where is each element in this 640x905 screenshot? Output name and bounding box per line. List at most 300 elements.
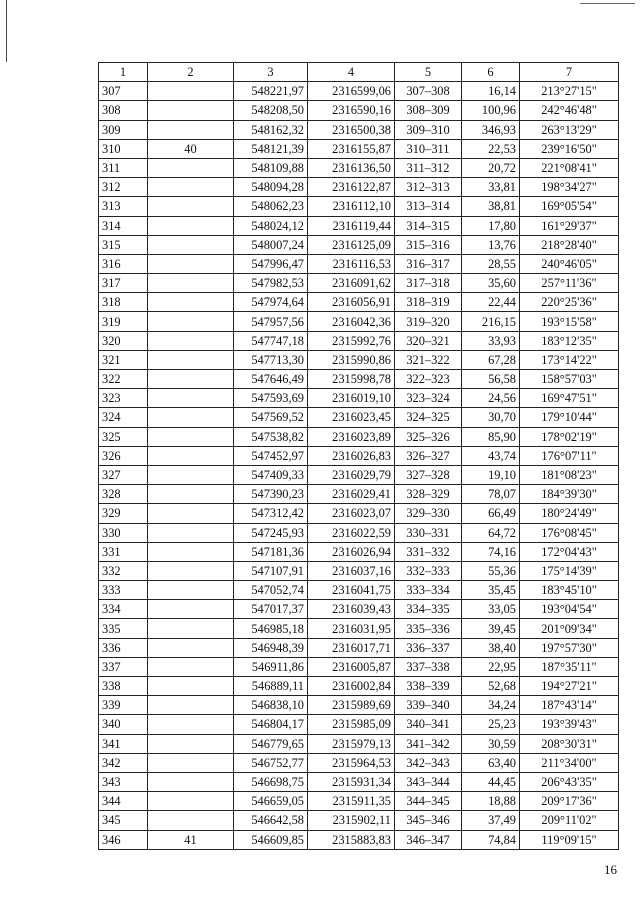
point-label-cell <box>148 619 234 638</box>
point-label-cell <box>148 638 234 657</box>
table-row <box>99 312 619 331</box>
x-coordinate-cell: 546609,85 <box>234 830 308 849</box>
y-coordinate-cell: 2315883,83 <box>308 830 395 849</box>
segment-cell: 307–308 <box>395 82 462 101</box>
y-coordinate-cell: 2316041,75 <box>308 581 395 600</box>
length-cell: 74,16 <box>462 542 520 561</box>
point-label-cell <box>148 312 234 331</box>
point-number-cell: 328 <box>99 485 148 504</box>
y-coordinate-cell: 2316005,87 <box>308 657 395 676</box>
point-label-cell <box>148 389 234 408</box>
point-number-cell: 334 <box>99 600 148 619</box>
column-header: 3 <box>234 63 308 82</box>
point-label-cell <box>148 772 234 791</box>
table-row <box>99 446 619 465</box>
segment-cell: 311–312 <box>395 158 462 177</box>
bearing-cell: 193°15'58" <box>520 312 619 331</box>
length-cell: 66,49 <box>462 504 520 523</box>
y-coordinate-cell: 2316112,10 <box>308 197 395 216</box>
point-number-cell: 310 <box>99 139 148 158</box>
table-row <box>99 715 619 734</box>
table-row <box>99 542 619 561</box>
y-coordinate-cell: 2315931,34 <box>308 772 395 791</box>
table-row <box>99 638 619 657</box>
table-row <box>99 465 619 484</box>
bearing-cell: 201°09'34" <box>520 619 619 638</box>
scan-edge-line <box>580 3 635 4</box>
bearing-cell: 242°46'48" <box>520 101 619 120</box>
y-coordinate-cell: 2316023,89 <box>308 427 395 446</box>
length-cell: 22,53 <box>462 139 520 158</box>
bearing-cell: 158°57'03" <box>520 370 619 389</box>
bearing-cell: 239°16'50" <box>520 139 619 158</box>
segment-cell: 310–311 <box>395 139 462 158</box>
bearing-cell: 257°11'36" <box>520 274 619 293</box>
point-label-cell <box>148 235 234 254</box>
segment-cell: 325–326 <box>395 427 462 446</box>
table-row <box>99 830 619 849</box>
y-coordinate-cell: 2316091,62 <box>308 274 395 293</box>
column-header: 7 <box>520 63 619 82</box>
table-header-row <box>99 63 619 82</box>
segment-cell: 316–317 <box>395 254 462 273</box>
point-number-cell: 311 <box>99 158 148 177</box>
x-coordinate-cell: 547017,37 <box>234 600 308 619</box>
table-row <box>99 101 619 120</box>
x-coordinate-cell: 546985,18 <box>234 619 308 638</box>
point-number-cell: 313 <box>99 197 148 216</box>
y-coordinate-cell: 2316590,16 <box>308 101 395 120</box>
point-label-cell <box>148 178 234 197</box>
x-coordinate-cell: 546911,86 <box>234 657 308 676</box>
point-number-cell: 331 <box>99 542 148 561</box>
table-row <box>99 293 619 312</box>
point-number-cell: 327 <box>99 465 148 484</box>
length-cell: 38,81 <box>462 197 520 216</box>
length-cell: 346,93 <box>462 120 520 139</box>
length-cell: 52,68 <box>462 677 520 696</box>
y-coordinate-cell: 2315990,86 <box>308 350 395 369</box>
bearing-cell: 184°39'30" <box>520 485 619 504</box>
table-row <box>99 772 619 791</box>
point-label-cell <box>148 158 234 177</box>
table-row <box>99 657 619 676</box>
segment-cell: 321–322 <box>395 350 462 369</box>
point-label-cell: 40 <box>148 139 234 158</box>
length-cell: 55,36 <box>462 561 520 580</box>
segment-cell: 330–331 <box>395 523 462 542</box>
segment-cell: 320–321 <box>395 331 462 350</box>
length-cell: 33,81 <box>462 178 520 197</box>
coordinates-table <box>98 62 619 850</box>
table-row <box>99 331 619 350</box>
x-coordinate-cell: 547312,42 <box>234 504 308 523</box>
segment-cell: 342–343 <box>395 753 462 772</box>
point-label-cell <box>148 350 234 369</box>
x-coordinate-cell: 548109,88 <box>234 158 308 177</box>
column-header: 5 <box>395 63 462 82</box>
x-coordinate-cell: 546779,65 <box>234 734 308 753</box>
bearing-cell: 213°27'15" <box>520 82 619 101</box>
x-coordinate-cell: 547646,49 <box>234 370 308 389</box>
point-number-cell: 316 <box>99 254 148 273</box>
table-row <box>99 485 619 504</box>
point-number-cell: 318 <box>99 293 148 312</box>
table-row <box>99 811 619 830</box>
table-row <box>99 427 619 446</box>
point-number-cell: 333 <box>99 581 148 600</box>
length-cell: 17,80 <box>462 216 520 235</box>
y-coordinate-cell: 2316029,41 <box>308 485 395 504</box>
point-number-cell: 317 <box>99 274 148 293</box>
length-cell: 78,07 <box>462 485 520 504</box>
length-cell: 35,45 <box>462 581 520 600</box>
x-coordinate-cell: 548062,23 <box>234 197 308 216</box>
y-coordinate-cell: 2316136,50 <box>308 158 395 177</box>
point-number-cell: 341 <box>99 734 148 753</box>
point-number-cell: 308 <box>99 101 148 120</box>
length-cell: 216,15 <box>462 312 520 331</box>
point-label-cell <box>148 561 234 580</box>
segment-cell: 308–309 <box>395 101 462 120</box>
segment-cell: 329–330 <box>395 504 462 523</box>
point-label-cell <box>148 465 234 484</box>
point-label-cell <box>148 216 234 235</box>
point-label-cell <box>148 734 234 753</box>
point-label-cell <box>148 120 234 139</box>
length-cell: 44,45 <box>462 772 520 791</box>
x-coordinate-cell: 548024,12 <box>234 216 308 235</box>
segment-cell: 317–318 <box>395 274 462 293</box>
length-cell: 34,24 <box>462 696 520 715</box>
segment-cell: 344–345 <box>395 792 462 811</box>
table-row <box>99 235 619 254</box>
table-row <box>99 350 619 369</box>
x-coordinate-cell: 548208,50 <box>234 101 308 120</box>
bearing-cell: 169°47'51" <box>520 389 619 408</box>
point-number-cell: 343 <box>99 772 148 791</box>
x-coordinate-cell: 547052,74 <box>234 581 308 600</box>
point-label-cell <box>148 600 234 619</box>
y-coordinate-cell: 2315979,13 <box>308 734 395 753</box>
point-number-cell: 337 <box>99 657 148 676</box>
length-cell: 43,74 <box>462 446 520 465</box>
segment-cell: 343–344 <box>395 772 462 791</box>
point-number-cell: 345 <box>99 811 148 830</box>
segment-cell: 313–314 <box>395 197 462 216</box>
table-row <box>99 734 619 753</box>
point-label-cell <box>148 581 234 600</box>
y-coordinate-cell: 2316029,79 <box>308 465 395 484</box>
y-coordinate-cell: 2315992,76 <box>308 331 395 350</box>
point-number-cell: 332 <box>99 561 148 580</box>
segment-cell: 332–333 <box>395 561 462 580</box>
point-label-cell <box>148 293 234 312</box>
y-coordinate-cell: 2315964,53 <box>308 753 395 772</box>
y-coordinate-cell: 2316023,07 <box>308 504 395 523</box>
point-label-cell <box>148 715 234 734</box>
x-coordinate-cell: 547974,64 <box>234 293 308 312</box>
point-number-cell: 346 <box>99 830 148 849</box>
length-cell: 33,93 <box>462 331 520 350</box>
bearing-cell: 263°13'29" <box>520 120 619 139</box>
table-row <box>99 581 619 600</box>
y-coordinate-cell: 2315911,35 <box>308 792 395 811</box>
point-number-cell: 324 <box>99 408 148 427</box>
point-number-cell: 314 <box>99 216 148 235</box>
table-row <box>99 696 619 715</box>
y-coordinate-cell: 2316023,45 <box>308 408 395 427</box>
bearing-cell: 240°46'05" <box>520 254 619 273</box>
length-cell: 28,55 <box>462 254 520 273</box>
y-coordinate-cell: 2316026,83 <box>308 446 395 465</box>
segment-cell: 326–327 <box>395 446 462 465</box>
x-coordinate-cell: 548121,39 <box>234 139 308 158</box>
y-coordinate-cell: 2316056,91 <box>308 293 395 312</box>
bearing-cell: 176°07'11" <box>520 446 619 465</box>
segment-cell: 312–313 <box>395 178 462 197</box>
y-coordinate-cell: 2316031,95 <box>308 619 395 638</box>
x-coordinate-cell: 546838,10 <box>234 696 308 715</box>
length-cell: 35,60 <box>462 274 520 293</box>
segment-cell: 335–336 <box>395 619 462 638</box>
length-cell: 16,14 <box>462 82 520 101</box>
table-row <box>99 216 619 235</box>
length-cell: 19,10 <box>462 465 520 484</box>
table-row <box>99 197 619 216</box>
point-label-cell <box>148 657 234 676</box>
point-label-cell <box>148 331 234 350</box>
table-row <box>99 158 619 177</box>
y-coordinate-cell: 2315989,69 <box>308 696 395 715</box>
table-row <box>99 504 619 523</box>
table-row <box>99 619 619 638</box>
page-number: 16 <box>604 862 617 877</box>
point-label-cell <box>148 446 234 465</box>
segment-cell: 341–342 <box>395 734 462 753</box>
y-coordinate-cell: 2316599,06 <box>308 82 395 101</box>
x-coordinate-cell: 547181,36 <box>234 542 308 561</box>
point-number-cell: 342 <box>99 753 148 772</box>
bearing-cell: 179°10'44" <box>520 408 619 427</box>
segment-cell: 340–341 <box>395 715 462 734</box>
x-coordinate-cell: 546752,77 <box>234 753 308 772</box>
length-cell: 67,28 <box>462 350 520 369</box>
table-row <box>99 677 619 696</box>
segment-cell: 323–324 <box>395 389 462 408</box>
length-cell: 100,96 <box>462 101 520 120</box>
segment-cell: 336–337 <box>395 638 462 657</box>
point-number-cell: 335 <box>99 619 148 638</box>
table-row <box>99 523 619 542</box>
y-coordinate-cell: 2316017,71 <box>308 638 395 657</box>
x-coordinate-cell: 547713,30 <box>234 350 308 369</box>
point-label-cell <box>148 82 234 101</box>
length-cell: 22,44 <box>462 293 520 312</box>
table-row <box>99 178 619 197</box>
length-cell: 56,58 <box>462 370 520 389</box>
length-cell: 37,49 <box>462 811 520 830</box>
table-row <box>99 389 619 408</box>
x-coordinate-cell: 548007,24 <box>234 235 308 254</box>
x-coordinate-cell: 547996,47 <box>234 254 308 273</box>
x-coordinate-cell: 548094,28 <box>234 178 308 197</box>
segment-cell: 346–347 <box>395 830 462 849</box>
point-number-cell: 325 <box>99 427 148 446</box>
y-coordinate-cell: 2316155,87 <box>308 139 395 158</box>
x-coordinate-cell: 548221,97 <box>234 82 308 101</box>
point-number-cell: 319 <box>99 312 148 331</box>
point-number-cell: 330 <box>99 523 148 542</box>
point-number-cell: 338 <box>99 677 148 696</box>
bearing-cell: 209°11'02" <box>520 811 619 830</box>
scan-edge-line <box>6 0 7 62</box>
bearing-cell: 218°28'40" <box>520 235 619 254</box>
bearing-cell: 187°43'14" <box>520 696 619 715</box>
segment-cell: 322–323 <box>395 370 462 389</box>
point-number-cell: 340 <box>99 715 148 734</box>
bearing-cell: 183°45'10" <box>520 581 619 600</box>
bearing-cell: 187°35'11" <box>520 657 619 676</box>
x-coordinate-cell: 546698,75 <box>234 772 308 791</box>
length-cell: 64,72 <box>462 523 520 542</box>
bearing-cell: 206°43'35" <box>520 772 619 791</box>
segment-cell: 337–338 <box>395 657 462 676</box>
y-coordinate-cell: 2316026,94 <box>308 542 395 561</box>
table-row <box>99 254 619 273</box>
segment-cell: 319–320 <box>395 312 462 331</box>
column-header: 6 <box>462 63 520 82</box>
segment-cell: 309–310 <box>395 120 462 139</box>
x-coordinate-cell: 547747,18 <box>234 331 308 350</box>
x-coordinate-cell: 547957,56 <box>234 312 308 331</box>
bearing-cell: 173°14'22" <box>520 350 619 369</box>
segment-cell: 314–315 <box>395 216 462 235</box>
segment-cell: 328–329 <box>395 485 462 504</box>
point-number-cell: 309 <box>99 120 148 139</box>
bearing-cell: 220°25'36" <box>520 293 619 312</box>
table-row <box>99 120 619 139</box>
bearing-cell: 209°17'36" <box>520 792 619 811</box>
x-coordinate-cell: 546948,39 <box>234 638 308 657</box>
point-label-cell <box>148 523 234 542</box>
y-coordinate-cell: 2316019,10 <box>308 389 395 408</box>
table-row <box>99 274 619 293</box>
x-coordinate-cell: 547452,97 <box>234 446 308 465</box>
table-row <box>99 561 619 580</box>
segment-cell: 331–332 <box>395 542 462 561</box>
point-number-cell: 307 <box>99 82 148 101</box>
y-coordinate-cell: 2316002,84 <box>308 677 395 696</box>
y-coordinate-cell: 2315902,11 <box>308 811 395 830</box>
x-coordinate-cell: 547390,23 <box>234 485 308 504</box>
length-cell: 33,05 <box>462 600 520 619</box>
bearing-cell: 197°57'30" <box>520 638 619 657</box>
point-label-cell <box>148 677 234 696</box>
table-row <box>99 792 619 811</box>
x-coordinate-cell: 548162,32 <box>234 120 308 139</box>
y-coordinate-cell: 2316037,16 <box>308 561 395 580</box>
segment-cell: 345–346 <box>395 811 462 830</box>
column-header: 1 <box>99 63 148 82</box>
segment-cell: 334–335 <box>395 600 462 619</box>
bearing-cell: 221°08'41" <box>520 158 619 177</box>
y-coordinate-cell: 2316125,09 <box>308 235 395 254</box>
y-coordinate-cell: 2316122,87 <box>308 178 395 197</box>
point-label-cell <box>148 274 234 293</box>
column-header: 4 <box>308 63 395 82</box>
x-coordinate-cell: 547538,82 <box>234 427 308 446</box>
segment-cell: 338–339 <box>395 677 462 696</box>
point-number-cell: 315 <box>99 235 148 254</box>
x-coordinate-cell: 546804,17 <box>234 715 308 734</box>
point-label-cell <box>148 542 234 561</box>
table-row <box>99 408 619 427</box>
length-cell: 30,59 <box>462 734 520 753</box>
bearing-cell: 180°24'49" <box>520 504 619 523</box>
segment-cell: 327–328 <box>395 465 462 484</box>
point-label-cell: 41 <box>148 830 234 849</box>
point-number-cell: 336 <box>99 638 148 657</box>
segment-cell: 339–340 <box>395 696 462 715</box>
y-coordinate-cell: 2315985,09 <box>308 715 395 734</box>
segment-cell: 318–319 <box>395 293 462 312</box>
point-number-cell: 320 <box>99 331 148 350</box>
point-label-cell <box>148 696 234 715</box>
point-label-cell <box>148 504 234 523</box>
bearing-cell: 208°30'31" <box>520 734 619 753</box>
x-coordinate-cell: 546889,11 <box>234 677 308 696</box>
point-label-cell <box>148 101 234 120</box>
point-label-cell <box>148 408 234 427</box>
column-header: 2 <box>148 63 234 82</box>
segment-cell: 315–316 <box>395 235 462 254</box>
length-cell: 74,84 <box>462 830 520 849</box>
bearing-cell: 178°02'19" <box>520 427 619 446</box>
point-label-cell <box>148 197 234 216</box>
length-cell: 24,56 <box>462 389 520 408</box>
point-label-cell <box>148 792 234 811</box>
bearing-cell: 181°08'23" <box>520 465 619 484</box>
length-cell: 63,40 <box>462 753 520 772</box>
segment-cell: 333–334 <box>395 581 462 600</box>
y-coordinate-cell: 2316500,38 <box>308 120 395 139</box>
bearing-cell: 161°29'37" <box>520 216 619 235</box>
x-coordinate-cell: 547569,52 <box>234 408 308 427</box>
table-row <box>99 139 619 158</box>
y-coordinate-cell: 2315998,78 <box>308 370 395 389</box>
point-number-cell: 326 <box>99 446 148 465</box>
bearing-cell: 183°12'35" <box>520 331 619 350</box>
segment-cell: 324–325 <box>395 408 462 427</box>
x-coordinate-cell: 547107,91 <box>234 561 308 580</box>
bearing-cell: 193°39'43" <box>520 715 619 734</box>
y-coordinate-cell: 2316042,36 <box>308 312 395 331</box>
length-cell: 39,45 <box>462 619 520 638</box>
x-coordinate-cell: 546642,58 <box>234 811 308 830</box>
length-cell: 85,90 <box>462 427 520 446</box>
length-cell: 22,95 <box>462 657 520 676</box>
point-number-cell: 312 <box>99 178 148 197</box>
point-number-cell: 321 <box>99 350 148 369</box>
length-cell: 30,70 <box>462 408 520 427</box>
x-coordinate-cell: 547593,69 <box>234 389 308 408</box>
bearing-cell: 194°27'21" <box>520 677 619 696</box>
y-coordinate-cell: 2316039,43 <box>308 600 395 619</box>
point-number-cell: 323 <box>99 389 148 408</box>
y-coordinate-cell: 2316116,53 <box>308 254 395 273</box>
point-label-cell <box>148 811 234 830</box>
